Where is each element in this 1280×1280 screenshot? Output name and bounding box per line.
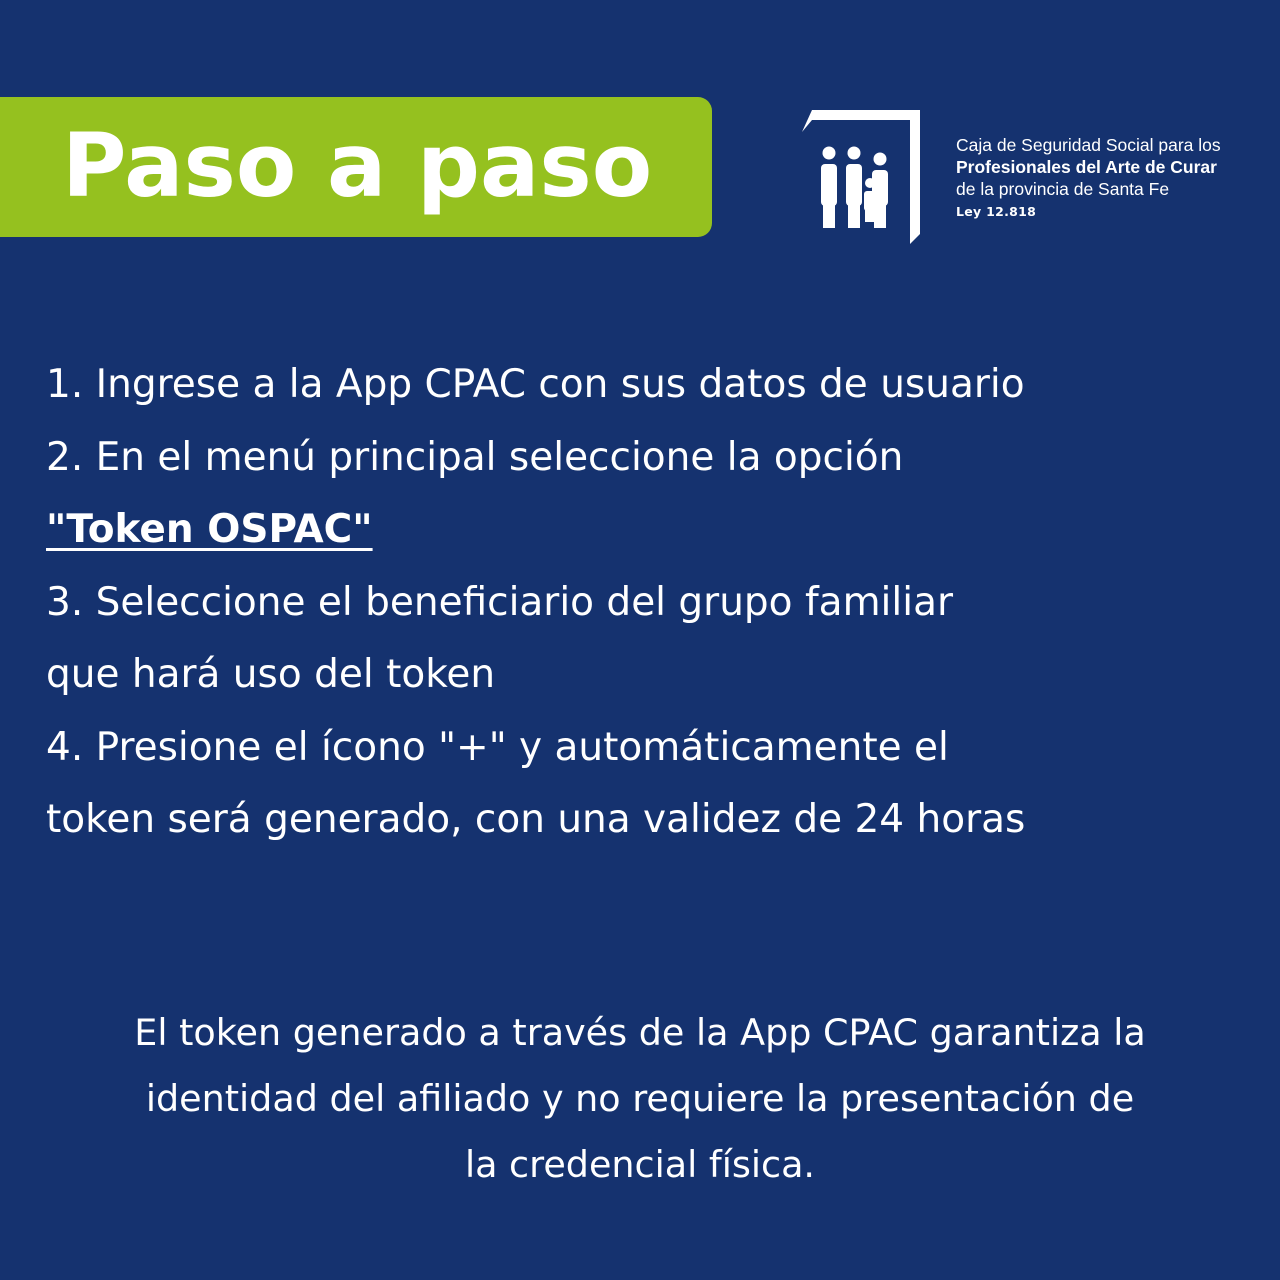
steps-list	[46, 349, 1256, 857]
title-banner	[0, 97, 712, 237]
org-line-1: Caja de Seguridad Social para los	[956, 135, 1221, 155]
organization-logo	[802, 110, 1272, 250]
org-law-number: Ley 12.818	[956, 204, 1037, 219]
step-2: 2. En el menú principal seleccione la opción	[46, 434, 904, 480]
footer-line-3: la credencial física.	[464, 1143, 816, 1186]
footer-line-1: El token generado a través de la App CPAC garantiza la	[134, 1011, 1146, 1054]
org-line-2: Profesionales del Arte de Curar	[956, 157, 1217, 177]
footer-note	[30, 1000, 1250, 1198]
step-2-option: "Token OSPAC"	[46, 507, 373, 552]
step-3-continued: que hará uso del token	[46, 652, 496, 697]
step-4-continued: token será generado, con una validez de 24 horas	[46, 797, 1026, 842]
org-line-3: de la provincia de Santa Fe	[956, 179, 1170, 199]
step-1: 1. Ingrese a la App CPAC con sus datos de usuario	[46, 362, 1025, 407]
family-icon	[802, 110, 922, 245]
page-title: Paso a paso	[62, 114, 653, 217]
organization-name	[956, 134, 1276, 223]
footer-line-2: identidad del afiliado y no requiere la presentación de	[145, 1077, 1135, 1120]
step-3: 3. Seleccione el beneficiario del grupo familiar	[46, 579, 953, 625]
step-4: 4. Presione el ícono "+" y automáticamente el	[46, 724, 949, 770]
